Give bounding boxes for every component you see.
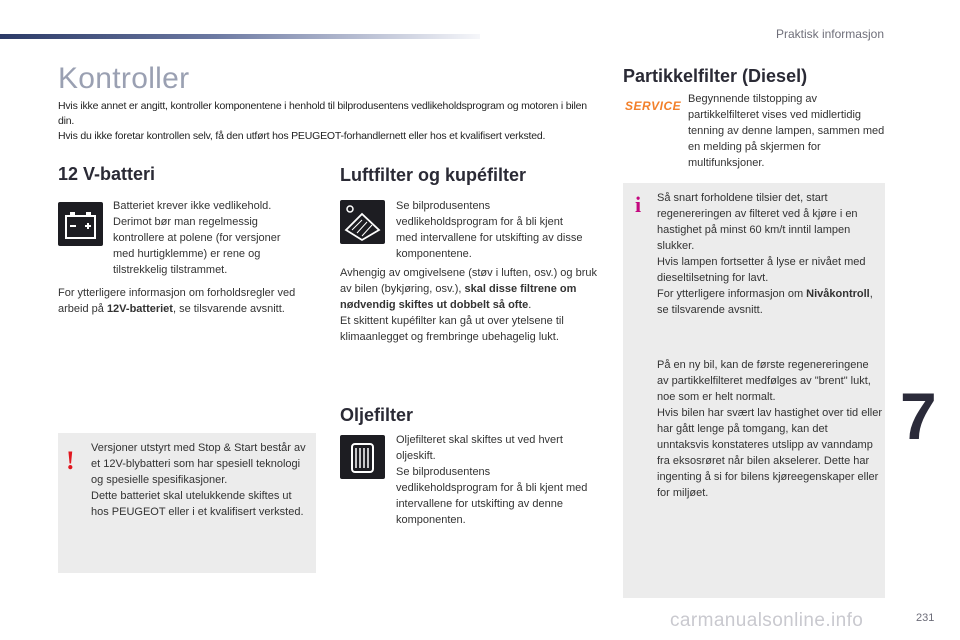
header-bar xyxy=(0,34,480,39)
warning-icon: ! xyxy=(66,446,75,475)
intro-line-2: Hvis du ikke foretar kontrollen selv, få den utført hos PEUGEOT-forhandlernett eller hos et kvalifisert verksted. xyxy=(58,130,546,142)
battery-text-2 xyxy=(58,285,308,317)
particle-info-1-post: , se tilsvarende avsnitt. xyxy=(657,288,873,316)
battery-text-1: Batteriet krever ikke vedlikehold. Derimot bør man regelmessig kontrollere at polene (for versjoner med hurtigklemme) er rene og tilstrekkelig tilstrammet. xyxy=(113,200,281,276)
page-title: Kontroller xyxy=(58,62,190,95)
info-icon: i xyxy=(635,192,642,217)
airfilter-text-2-bold: skal disse filtrene om nødvendig skiftes ut dobbelt så ofte xyxy=(340,283,577,311)
watermark: carmanualsonline.info xyxy=(670,610,864,631)
page-number: 231 xyxy=(916,612,935,624)
particle-text-1: Begynnende tilstopping av partikkelfilteret vises ved midlertidig tenning av denne lampen, sammen med en melding på skjermen for multifunksjoner. xyxy=(688,93,885,169)
particle-info-1 xyxy=(657,190,877,318)
battery-text-2-bold: 12V-batteriet xyxy=(106,303,173,315)
chapter-number: 7 xyxy=(900,379,937,453)
intro-line-1: Hvis ikke annet er angitt, kontroller komponentene i henhold til bilprodusentens vedlikeholdsprogram og motoren i bilen din. xyxy=(58,100,587,127)
intro xyxy=(58,99,598,144)
airfilter-text-2-para xyxy=(340,265,600,313)
particle-title: Partikkelfilter (Diesel) xyxy=(623,66,808,86)
airfilter-text-1: Se bilprodusentens vedlikeholdsprogram for å bli kjent med intervallene for utskifting av disse komponentene. xyxy=(396,200,583,260)
air-filter-icon xyxy=(340,200,385,244)
battery-icon xyxy=(58,202,103,246)
airfilter-text-2-pre: Avhengig av omgivelsene (støv i luften, osv.) og bruk av bilen (bykjøring, osv.), xyxy=(340,267,597,295)
battery-text-2-post: , se tilsvarende avsnitt. xyxy=(172,303,285,315)
oilfilter-title: Oljefilter xyxy=(340,405,414,425)
particle-info-1-bold: Nivåkontroll xyxy=(806,288,870,300)
service-warning-icon: SERVICE xyxy=(625,99,682,113)
section-header: Praktisk informasjon xyxy=(775,27,884,41)
airfilter-title: Luftfilter og kupéfilter xyxy=(340,165,526,185)
oilfilter-text: Oljefilteret skal skiftes ut ved hvert oljeskift. Se bilprodusentens vedlikeholdsprogram for å bli kjent med intervallene for utskifting av denne komponenten. xyxy=(396,434,588,526)
particle-info-2: På en ny bil, kan de første regenereringene av partikkelfilteret medfølges av "brent" lukt, noe som er helt normalt. Hvis bilen har svært lav hastighet over tid eller har gått lenge på tomgang, kan det unntaksvis konstateres utslipp av vanndamp fra eksosrøret når bilen akselerer. Dette har ingenting å si for bilens kjøreegenskaper eller for miljøet. xyxy=(657,359,882,499)
battery-title: 12 V-batteri xyxy=(58,164,156,184)
airfilter-text-2-post: . xyxy=(528,299,532,311)
particle-info-1-text: Så snart forholdene tilsier det, start regenereringen av filteret ved å kjøre i en hastighet på minst 60 km/t inntil lampen slukker. Hvis lampen fortsetter å lyse er nivået med dieseltilsetning for lavt. For ytterligere informasjon om xyxy=(657,192,866,300)
airfilter-text-2 xyxy=(340,265,600,345)
battery-warning-text: Versjoner utstyrt med Stop & Start består av et 12V-blybatteri som har spesiell teknologi og spesielle spesifikasjoner. Dette batteriet skal utelukkende skiftes ut hos PEUGEOT eller i et kvalifisert verksted. xyxy=(91,442,306,518)
oil-filter-icon xyxy=(340,435,385,479)
battery-text-2-pre: For ytterligere informasjon om forholdsregler ved arbeid på xyxy=(58,287,296,315)
airfilter-text-3: Et skittent kupéfilter kan gå ut over ytelsene til klimaanlegget og frembringe ubehagelig lukt. xyxy=(340,315,564,343)
